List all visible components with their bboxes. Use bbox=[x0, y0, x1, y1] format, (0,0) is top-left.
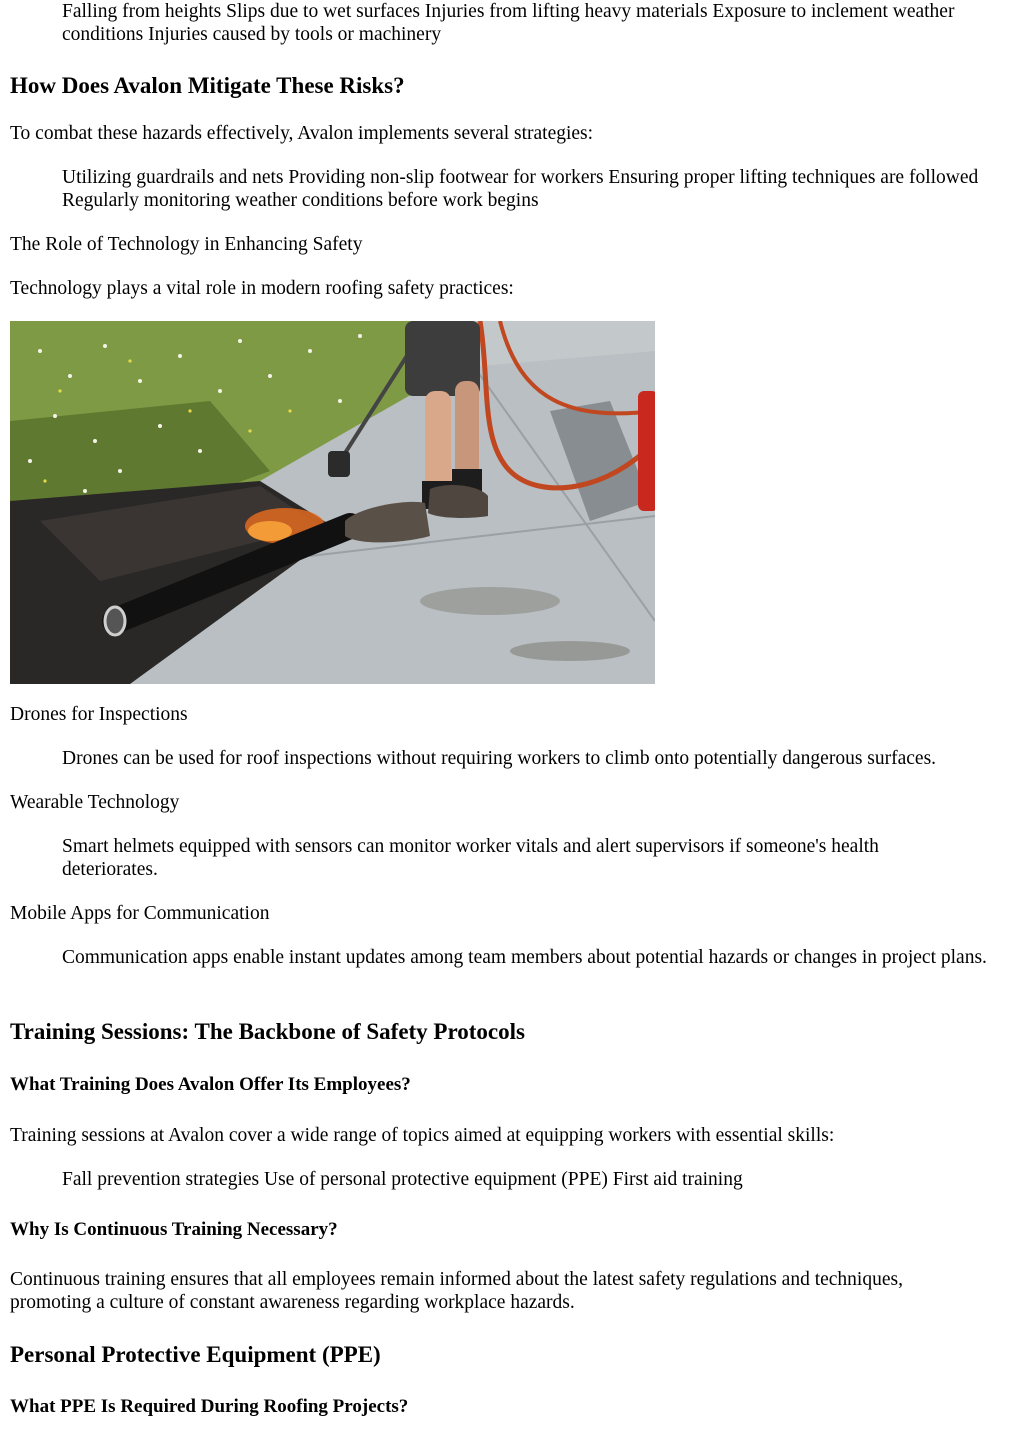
subheading-continuous-training: Why Is Continuous Training Necessary? bbox=[10, 1219, 338, 1240]
heading-mitigate: How Does Avalon Mitigate These Risks? bbox=[10, 73, 405, 98]
roofing-photo bbox=[10, 321, 655, 684]
training-list: Fall prevention strategies Use of personal protective equipment (PPE) First aid training bbox=[62, 1169, 743, 1190]
technology-intro: Technology plays a vital role in modern roofing safety practices: bbox=[10, 278, 514, 299]
continuous-training-text: Continuous training ensures that all employees remain informed about the latest safety regulations and techniques, promoting a culture of constant awareness regarding workplace hazards. bbox=[10, 1269, 903, 1313]
hazards-list: Falling from heights Slips due to wet surfaces Injuries from lifting heavy materials Exposure to inclement weather conditions Injuries caused by tools or machinery bbox=[62, 1, 955, 45]
tech-item-title-drones: Drones for Inspections bbox=[10, 704, 188, 725]
subheading-ppe-required: What PPE Is Required During Roofing Projects? bbox=[10, 1396, 409, 1417]
heading-ppe: Personal Protective Equipment (PPE) bbox=[10, 1342, 381, 1367]
training-intro: Training sessions at Avalon cover a wide range of topics aimed at equipping workers with essential skills: bbox=[10, 1125, 835, 1146]
tech-item-title-wearable: Wearable Technology bbox=[10, 792, 180, 813]
tech-item-text-drones: Drones can be used for roof inspections without requiring workers to climb onto potentially dangerous surfaces. bbox=[62, 748, 937, 769]
mitigate-intro: To combat these hazards effectively, Avalon implements several strategies: bbox=[10, 123, 594, 144]
heading-training: Training Sessions: The Backbone of Safety Protocols bbox=[10, 1019, 525, 1044]
technology-title: The Role of Technology in Enhancing Safety bbox=[10, 234, 363, 255]
tech-item-title-mobile: Mobile Apps for Communication bbox=[10, 903, 270, 924]
subheading-training-offer: What Training Does Avalon Offer Its Employees? bbox=[10, 1074, 411, 1095]
mitigate-list: Utilizing guardrails and nets Providing non-slip footwear for workers Ensuring proper lifting techniques are followed Regularly monitoring weather conditions before work begins bbox=[62, 167, 979, 211]
tech-item-text-wearable: Smart helmets equipped with sensors can monitor worker vitals and alert supervisors if someone's health deteriorates. bbox=[62, 836, 879, 880]
tech-item-text-mobile: Communication apps enable instant updates among team members about potential hazards or changes in project plans. bbox=[62, 947, 987, 968]
